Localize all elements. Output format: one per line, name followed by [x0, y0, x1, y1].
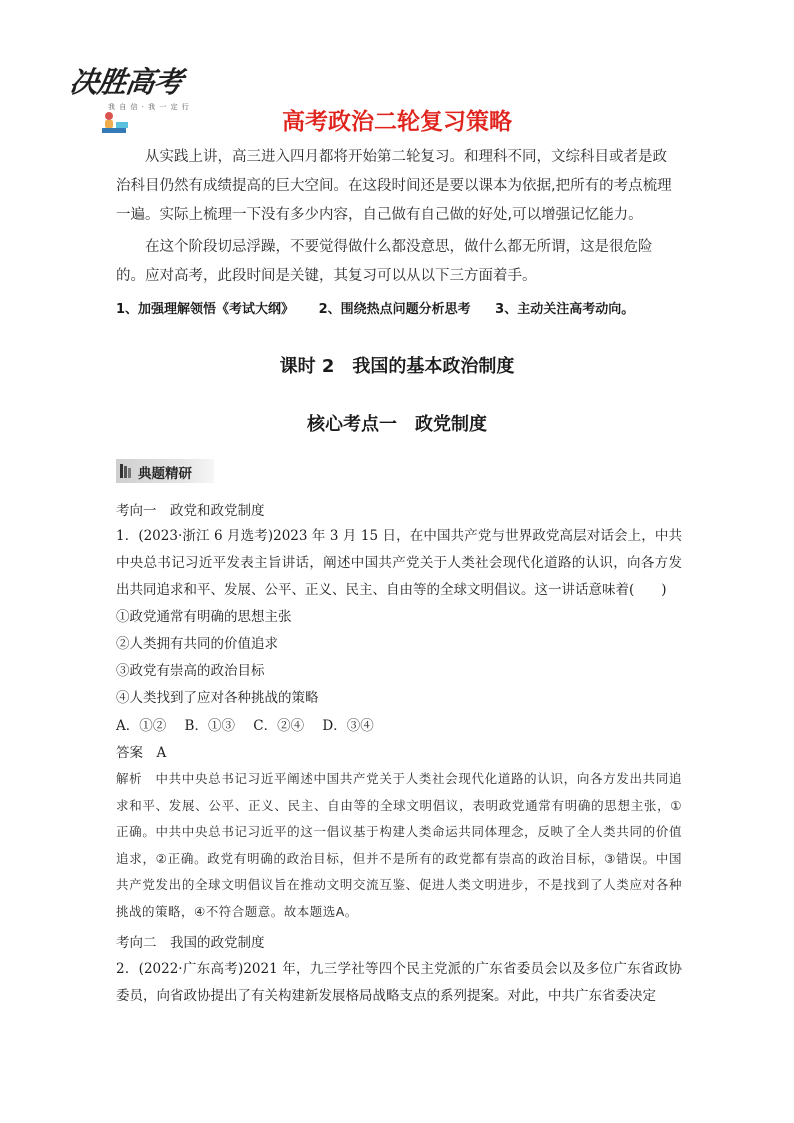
- choice-a: A．①②: [116, 718, 167, 734]
- question-1-stem: 1．(2023·浙江 6 月选考)2023 年 3 月 15 日，在中国共产党与世界政党高层对话会上，中共中央总书记习近平发表主旨讲话，阐述中国共产党关于人类社会现代化道路的认识，向各方发出共同追求和平、发展、公平、正义、民主、自由等的全球文明倡议。这一讲话意味着( ): [116, 528, 682, 598]
- intro-paragraph-2: 在这个阶段切忌浮躁，不要觉得做什么都没意思，做什么都无所谓，这是很危险的。应对高考，此段时间是关键，其复习可以从以下三方面着手。: [116, 239, 653, 284]
- core-point-title: 核心考点一 政党制度: [307, 414, 487, 435]
- question-1-analysis: 解析 中共中央总书记习近平阐述中国共产党关于人类社会现代化道路的认识，向各方发出共同追求和平、发展、公平、正义、民主、自由等的全球文明倡议，表明政党通常有明确的思想主张，①正确。中共中央总书记习近平的这一倡议基于构建人类命运共同体理念，反映了全人类共同的价值追求，②正确。政党有明确的政治目标，但并不是所有的政党都有崇高的政治目标，③错误。中国共产党发出的全球文明倡议旨在推动文明交流互鉴、促进人类文明进步，不是找到了人类应对各种挑战的策略，④不符合题意。故本题选A。: [116, 771, 682, 919]
- direction-1-heading: 考向一 政党和政党制度: [116, 503, 265, 519]
- logo-motto: 我 自 信 · 我 一 定 行: [108, 103, 190, 111]
- question-1-answer: 答案 A: [116, 745, 167, 761]
- question-1-statement-1: ①政党通常有明确的思想主张: [116, 609, 292, 625]
- question-1-statement-3: ③政党有崇高的政治目标: [116, 663, 265, 679]
- page-title: 高考政治二轮复习策略: [282, 109, 512, 135]
- strategy-list: [116, 298, 696, 317]
- choice-d: D．③④: [322, 718, 374, 734]
- direction-2-heading: 考向二 我国的政党制度: [116, 935, 265, 951]
- lesson-title: 课时 2 我国的基本政治制度: [279, 356, 515, 377]
- question-1-choices: [116, 714, 388, 734]
- question-1-statement-2: ②人类拥有共同的价值追求: [116, 636, 278, 652]
- intro-paragraph-1: 从实践上讲，高三进入四月都将开始第二轮复习。和理科不同，文综科目或者是政治科目仍然有成绩提高的巨大空间。在这段时间还是要以课本为依据,把所有的考点梳理一遍。实际上梳理一下没有多少内容，自己做有自己做的好处,可以增强记忆能力。: [116, 149, 672, 223]
- section-label: 典题精研: [138, 466, 192, 482]
- logo-brand-text: 决胜高考: [67, 65, 185, 99]
- strategy-item-3: 3、主动关注高考动向。: [495, 302, 635, 317]
- choice-c: C．②④: [253, 718, 305, 734]
- question-2-stem: 2．(2022·广东高考)2021 年，九三学社等四个民主党派的广东省委员会以及多位广东省政协委员，向省政协提出了有关构建新发展格局战略支点的系列提案。对此，中共广东省委决定: [116, 961, 682, 1004]
- strategy-item-2: 2、围绕热点问题分析思考: [318, 302, 471, 317]
- question-1-statement-4: ④人类找到了应对各种挑战的策略: [116, 690, 319, 706]
- section-header: [116, 459, 214, 483]
- choice-b: B．①③: [184, 718, 235, 734]
- strategy-item-1: 1、加强理解领悟《考试大纲》: [116, 302, 295, 317]
- book-icon: [120, 464, 132, 478]
